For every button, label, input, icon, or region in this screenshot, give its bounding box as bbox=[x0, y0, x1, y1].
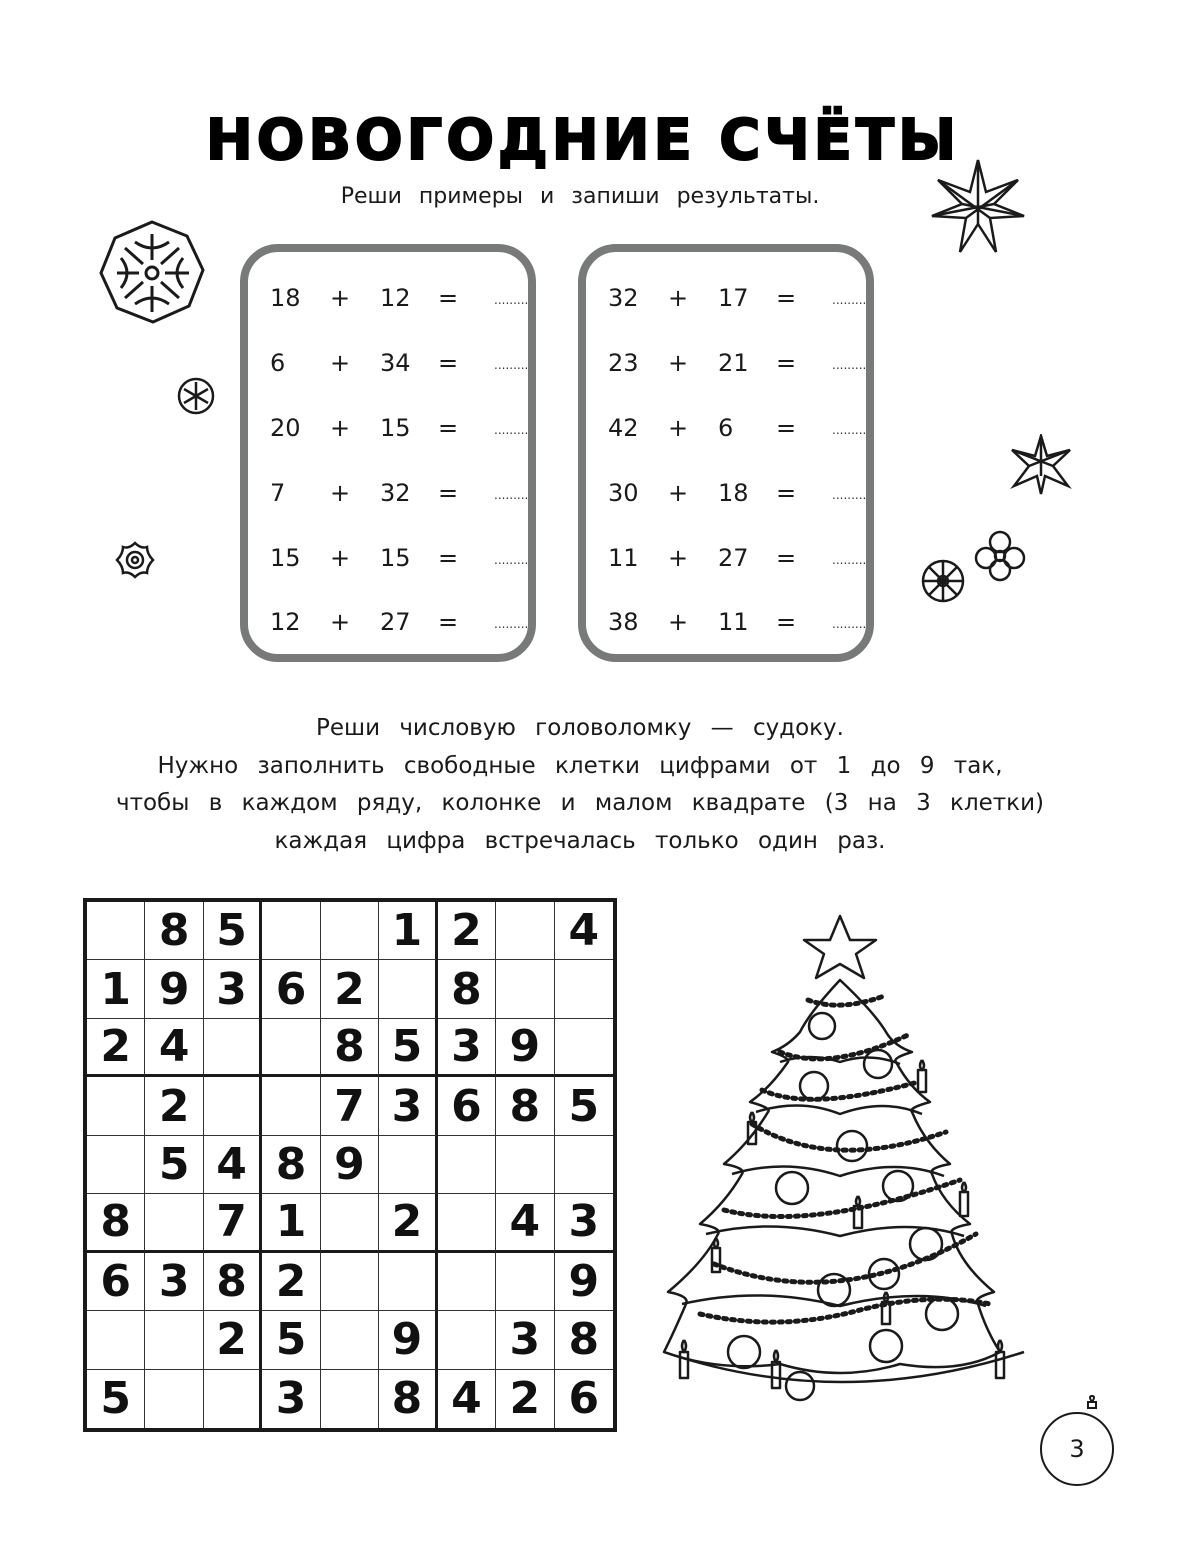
sudoku-cell: 7 bbox=[204, 1194, 262, 1252]
sudoku-cell: 8 bbox=[204, 1253, 262, 1311]
sudoku-cell: 3 bbox=[438, 1019, 496, 1077]
sudoku-cell: 5 bbox=[555, 1077, 613, 1135]
sudoku-cell: 1 bbox=[262, 1194, 320, 1252]
operand-a: 30 bbox=[608, 479, 639, 507]
sudoku-cell[interactable] bbox=[204, 1077, 262, 1135]
sudoku-cell: 5 bbox=[262, 1311, 320, 1369]
sudoku-cell: 5 bbox=[145, 1136, 203, 1194]
sudoku-cell: 3 bbox=[145, 1253, 203, 1311]
sudoku-cell: 2 bbox=[87, 1019, 145, 1077]
star-snowflake-icon bbox=[1008, 434, 1074, 496]
operator: + bbox=[330, 414, 351, 442]
examples-card-left bbox=[240, 244, 536, 662]
snowflake-icon bbox=[972, 528, 1028, 584]
answer-blank[interactable]: ......... bbox=[494, 553, 529, 567]
operator: + bbox=[668, 414, 689, 442]
sudoku-cell: 8 bbox=[438, 960, 496, 1018]
answer-blank[interactable]: ......... bbox=[832, 423, 867, 437]
sudoku-cell[interactable] bbox=[321, 1370, 379, 1428]
sudoku-cell[interactable] bbox=[379, 1136, 437, 1194]
instruction-line: Нужно заполнить свободные клетки цифрами от 1 до 9 так, bbox=[157, 752, 1003, 779]
operand-a: 18 bbox=[270, 284, 301, 312]
operand-b: 17 bbox=[718, 284, 749, 312]
example-row bbox=[586, 538, 866, 578]
equals-sign: = bbox=[776, 349, 797, 377]
operand-b: 12 bbox=[380, 284, 411, 312]
sudoku-cell[interactable] bbox=[87, 902, 145, 960]
sudoku-cell[interactable] bbox=[496, 1136, 554, 1194]
operator: + bbox=[330, 349, 351, 377]
answer-blank[interactable]: ......... bbox=[832, 553, 867, 567]
sudoku-cell: 6 bbox=[87, 1253, 145, 1311]
example-row bbox=[248, 602, 528, 642]
snowflake-icon bbox=[918, 556, 968, 606]
equals-sign: = bbox=[776, 544, 797, 572]
operand-b: 32 bbox=[380, 479, 411, 507]
operator: + bbox=[330, 479, 351, 507]
operand-a: 20 bbox=[270, 414, 301, 442]
answer-blank[interactable]: ......... bbox=[494, 293, 529, 307]
answer-blank[interactable]: ......... bbox=[832, 358, 867, 372]
sudoku-cell[interactable] bbox=[321, 1253, 379, 1311]
page-title: НОВОГОДНИЕ СЧЁТЫ bbox=[205, 108, 961, 173]
operator: + bbox=[668, 608, 689, 636]
operand-b: 34 bbox=[380, 349, 411, 377]
operand-b: 27 bbox=[718, 544, 749, 572]
sudoku-cell: 4 bbox=[204, 1136, 262, 1194]
operator: + bbox=[330, 608, 351, 636]
answer-blank[interactable]: ......... bbox=[494, 488, 529, 502]
sudoku-cell[interactable] bbox=[438, 1311, 496, 1369]
operand-b: 6 bbox=[718, 414, 734, 442]
sudoku-cell: 2 bbox=[438, 902, 496, 960]
snowflake-icon bbox=[95, 218, 209, 328]
example-row bbox=[248, 538, 528, 578]
sudoku-cell: 2 bbox=[145, 1077, 203, 1135]
answer-blank[interactable]: ......... bbox=[832, 488, 867, 502]
sudoku-cell: 8 bbox=[496, 1077, 554, 1135]
sudoku-cell: 3 bbox=[262, 1370, 320, 1428]
operator: + bbox=[668, 349, 689, 377]
operand-a: 32 bbox=[608, 284, 639, 312]
sudoku-cell: 9 bbox=[555, 1253, 613, 1311]
operand-a: 11 bbox=[608, 544, 639, 572]
sudoku-cell[interactable] bbox=[496, 1253, 554, 1311]
equals-sign: = bbox=[438, 544, 459, 572]
sudoku-cell: 2 bbox=[321, 960, 379, 1018]
sudoku-cell[interactable] bbox=[496, 960, 554, 1018]
operand-a: 38 bbox=[608, 608, 639, 636]
operand-b: 18 bbox=[718, 479, 749, 507]
operand-a: 23 bbox=[608, 349, 639, 377]
example-row bbox=[248, 408, 528, 448]
answer-blank[interactable]: ......... bbox=[494, 617, 529, 631]
operator: + bbox=[668, 544, 689, 572]
sudoku-cell: 4 bbox=[555, 902, 613, 960]
example-row bbox=[586, 343, 866, 383]
sudoku-cell[interactable] bbox=[87, 1077, 145, 1135]
operand-a: 7 bbox=[270, 479, 286, 507]
operator: + bbox=[668, 284, 689, 312]
sudoku-cell[interactable] bbox=[438, 1253, 496, 1311]
equals-sign: = bbox=[438, 349, 459, 377]
task-subtitle: Реши примеры и запиши результаты. bbox=[340, 184, 820, 209]
operand-b: 21 bbox=[718, 349, 749, 377]
sudoku-cell[interactable] bbox=[145, 1194, 203, 1252]
sudoku-cell: 4 bbox=[496, 1194, 554, 1252]
sudoku-cell: 9 bbox=[145, 960, 203, 1018]
sudoku-cell[interactable] bbox=[262, 1077, 320, 1135]
operand-b: 15 bbox=[380, 414, 411, 442]
operand-b: 11 bbox=[718, 608, 749, 636]
sudoku-cell[interactable] bbox=[321, 1194, 379, 1252]
operator: + bbox=[668, 479, 689, 507]
operator: + bbox=[330, 544, 351, 572]
sudoku-cell: 3 bbox=[496, 1311, 554, 1369]
sudoku-cell: 7 bbox=[321, 1077, 379, 1135]
answer-blank[interactable]: ......... bbox=[832, 617, 867, 631]
sudoku-cell: 2 bbox=[262, 1253, 320, 1311]
christmas-tree-illustration bbox=[660, 912, 1030, 1412]
sudoku-cell: 8 bbox=[87, 1194, 145, 1252]
equals-sign: = bbox=[438, 608, 459, 636]
sudoku-cell: 9 bbox=[496, 1019, 554, 1077]
sudoku-cell: 4 bbox=[145, 1019, 203, 1077]
operand-b: 15 bbox=[380, 544, 411, 572]
sudoku-cell[interactable] bbox=[87, 1136, 145, 1194]
operand-a: 15 bbox=[270, 544, 301, 572]
page-number: 3 bbox=[1040, 1412, 1114, 1486]
sudoku-cell: 8 bbox=[321, 1019, 379, 1077]
examples-card-right bbox=[578, 244, 874, 662]
sudoku-cell: 3 bbox=[379, 1077, 437, 1135]
operand-a: 42 bbox=[608, 414, 639, 442]
sudoku-cell: 3 bbox=[204, 960, 262, 1018]
sudoku-cell[interactable] bbox=[438, 1194, 496, 1252]
sudoku-cell: 8 bbox=[262, 1136, 320, 1194]
snowflake-icon bbox=[114, 540, 156, 580]
operand-b: 27 bbox=[380, 608, 411, 636]
sudoku-cell[interactable] bbox=[379, 960, 437, 1018]
operator: + bbox=[330, 284, 351, 312]
sudoku-cell[interactable] bbox=[438, 1136, 496, 1194]
sudoku-cell: 1 bbox=[87, 960, 145, 1018]
sudoku-cell: 2 bbox=[496, 1370, 554, 1428]
example-row bbox=[586, 473, 866, 513]
sudoku-cell[interactable] bbox=[262, 902, 320, 960]
equals-sign: = bbox=[438, 284, 459, 312]
sudoku-cell[interactable] bbox=[145, 1311, 203, 1369]
example-row bbox=[586, 278, 866, 318]
equals-sign: = bbox=[438, 479, 459, 507]
sudoku-cell: 9 bbox=[379, 1311, 437, 1369]
sudoku-cell: 5 bbox=[87, 1370, 145, 1428]
sudoku-cell[interactable] bbox=[496, 902, 554, 960]
sudoku-cell: 4 bbox=[438, 1370, 496, 1428]
sudoku-cell[interactable] bbox=[379, 1253, 437, 1311]
operand-a: 12 bbox=[270, 608, 301, 636]
sudoku-cell: 5 bbox=[379, 1019, 437, 1077]
answer-blank[interactable]: ......... bbox=[494, 423, 529, 437]
example-row bbox=[586, 602, 866, 642]
sudoku-instructions bbox=[0, 710, 1160, 860]
equals-sign: = bbox=[776, 479, 797, 507]
sudoku-cell: 1 bbox=[379, 902, 437, 960]
equals-sign: = bbox=[776, 284, 797, 312]
equals-sign: = bbox=[776, 608, 797, 636]
sudoku-cell[interactable] bbox=[321, 1311, 379, 1369]
sudoku-cell: 9 bbox=[321, 1136, 379, 1194]
answer-blank[interactable]: ......... bbox=[494, 358, 529, 372]
operand-a: 6 bbox=[270, 349, 286, 377]
sudoku-cell: 8 bbox=[555, 1311, 613, 1369]
sudoku-cell[interactable] bbox=[321, 902, 379, 960]
sudoku-cell: 5 bbox=[204, 902, 262, 960]
instruction-line: чтобы в каждом ряду, колонке и малом квадрате (3 на 3 клетки) bbox=[115, 790, 1044, 816]
sudoku-cell[interactable] bbox=[262, 1019, 320, 1077]
sudoku-grid bbox=[83, 898, 617, 1432]
sudoku-cell[interactable] bbox=[87, 1311, 145, 1369]
sudoku-cell: 3 bbox=[555, 1194, 613, 1252]
sudoku-cell[interactable] bbox=[145, 1370, 203, 1428]
snowflake-icon bbox=[176, 376, 216, 416]
example-row bbox=[248, 473, 528, 513]
example-row bbox=[586, 408, 866, 448]
instruction-line: Реши числовую головоломку — судоку. bbox=[316, 715, 844, 741]
sudoku-cell: 6 bbox=[262, 960, 320, 1018]
sudoku-cell[interactable] bbox=[555, 960, 613, 1018]
sudoku-cell: 6 bbox=[438, 1077, 496, 1135]
example-row bbox=[248, 343, 528, 383]
sudoku-cell[interactable] bbox=[555, 1136, 613, 1194]
sudoku-cell[interactable] bbox=[204, 1370, 262, 1428]
sudoku-cell: 8 bbox=[379, 1370, 437, 1428]
instruction-line: каждая цифра встречалась только один раз. bbox=[274, 827, 886, 854]
sudoku-cell: 8 bbox=[145, 902, 203, 960]
sudoku-cell[interactable] bbox=[555, 1019, 613, 1077]
sudoku-cell[interactable] bbox=[204, 1019, 262, 1077]
sudoku-cell: 2 bbox=[379, 1194, 437, 1252]
sudoku-cell: 2 bbox=[204, 1311, 262, 1369]
equals-sign: = bbox=[438, 414, 459, 442]
equals-sign: = bbox=[776, 414, 797, 442]
answer-blank[interactable]: ......... bbox=[832, 293, 867, 307]
example-row bbox=[248, 278, 528, 318]
sudoku-cell: 6 bbox=[568, 1373, 600, 1425]
